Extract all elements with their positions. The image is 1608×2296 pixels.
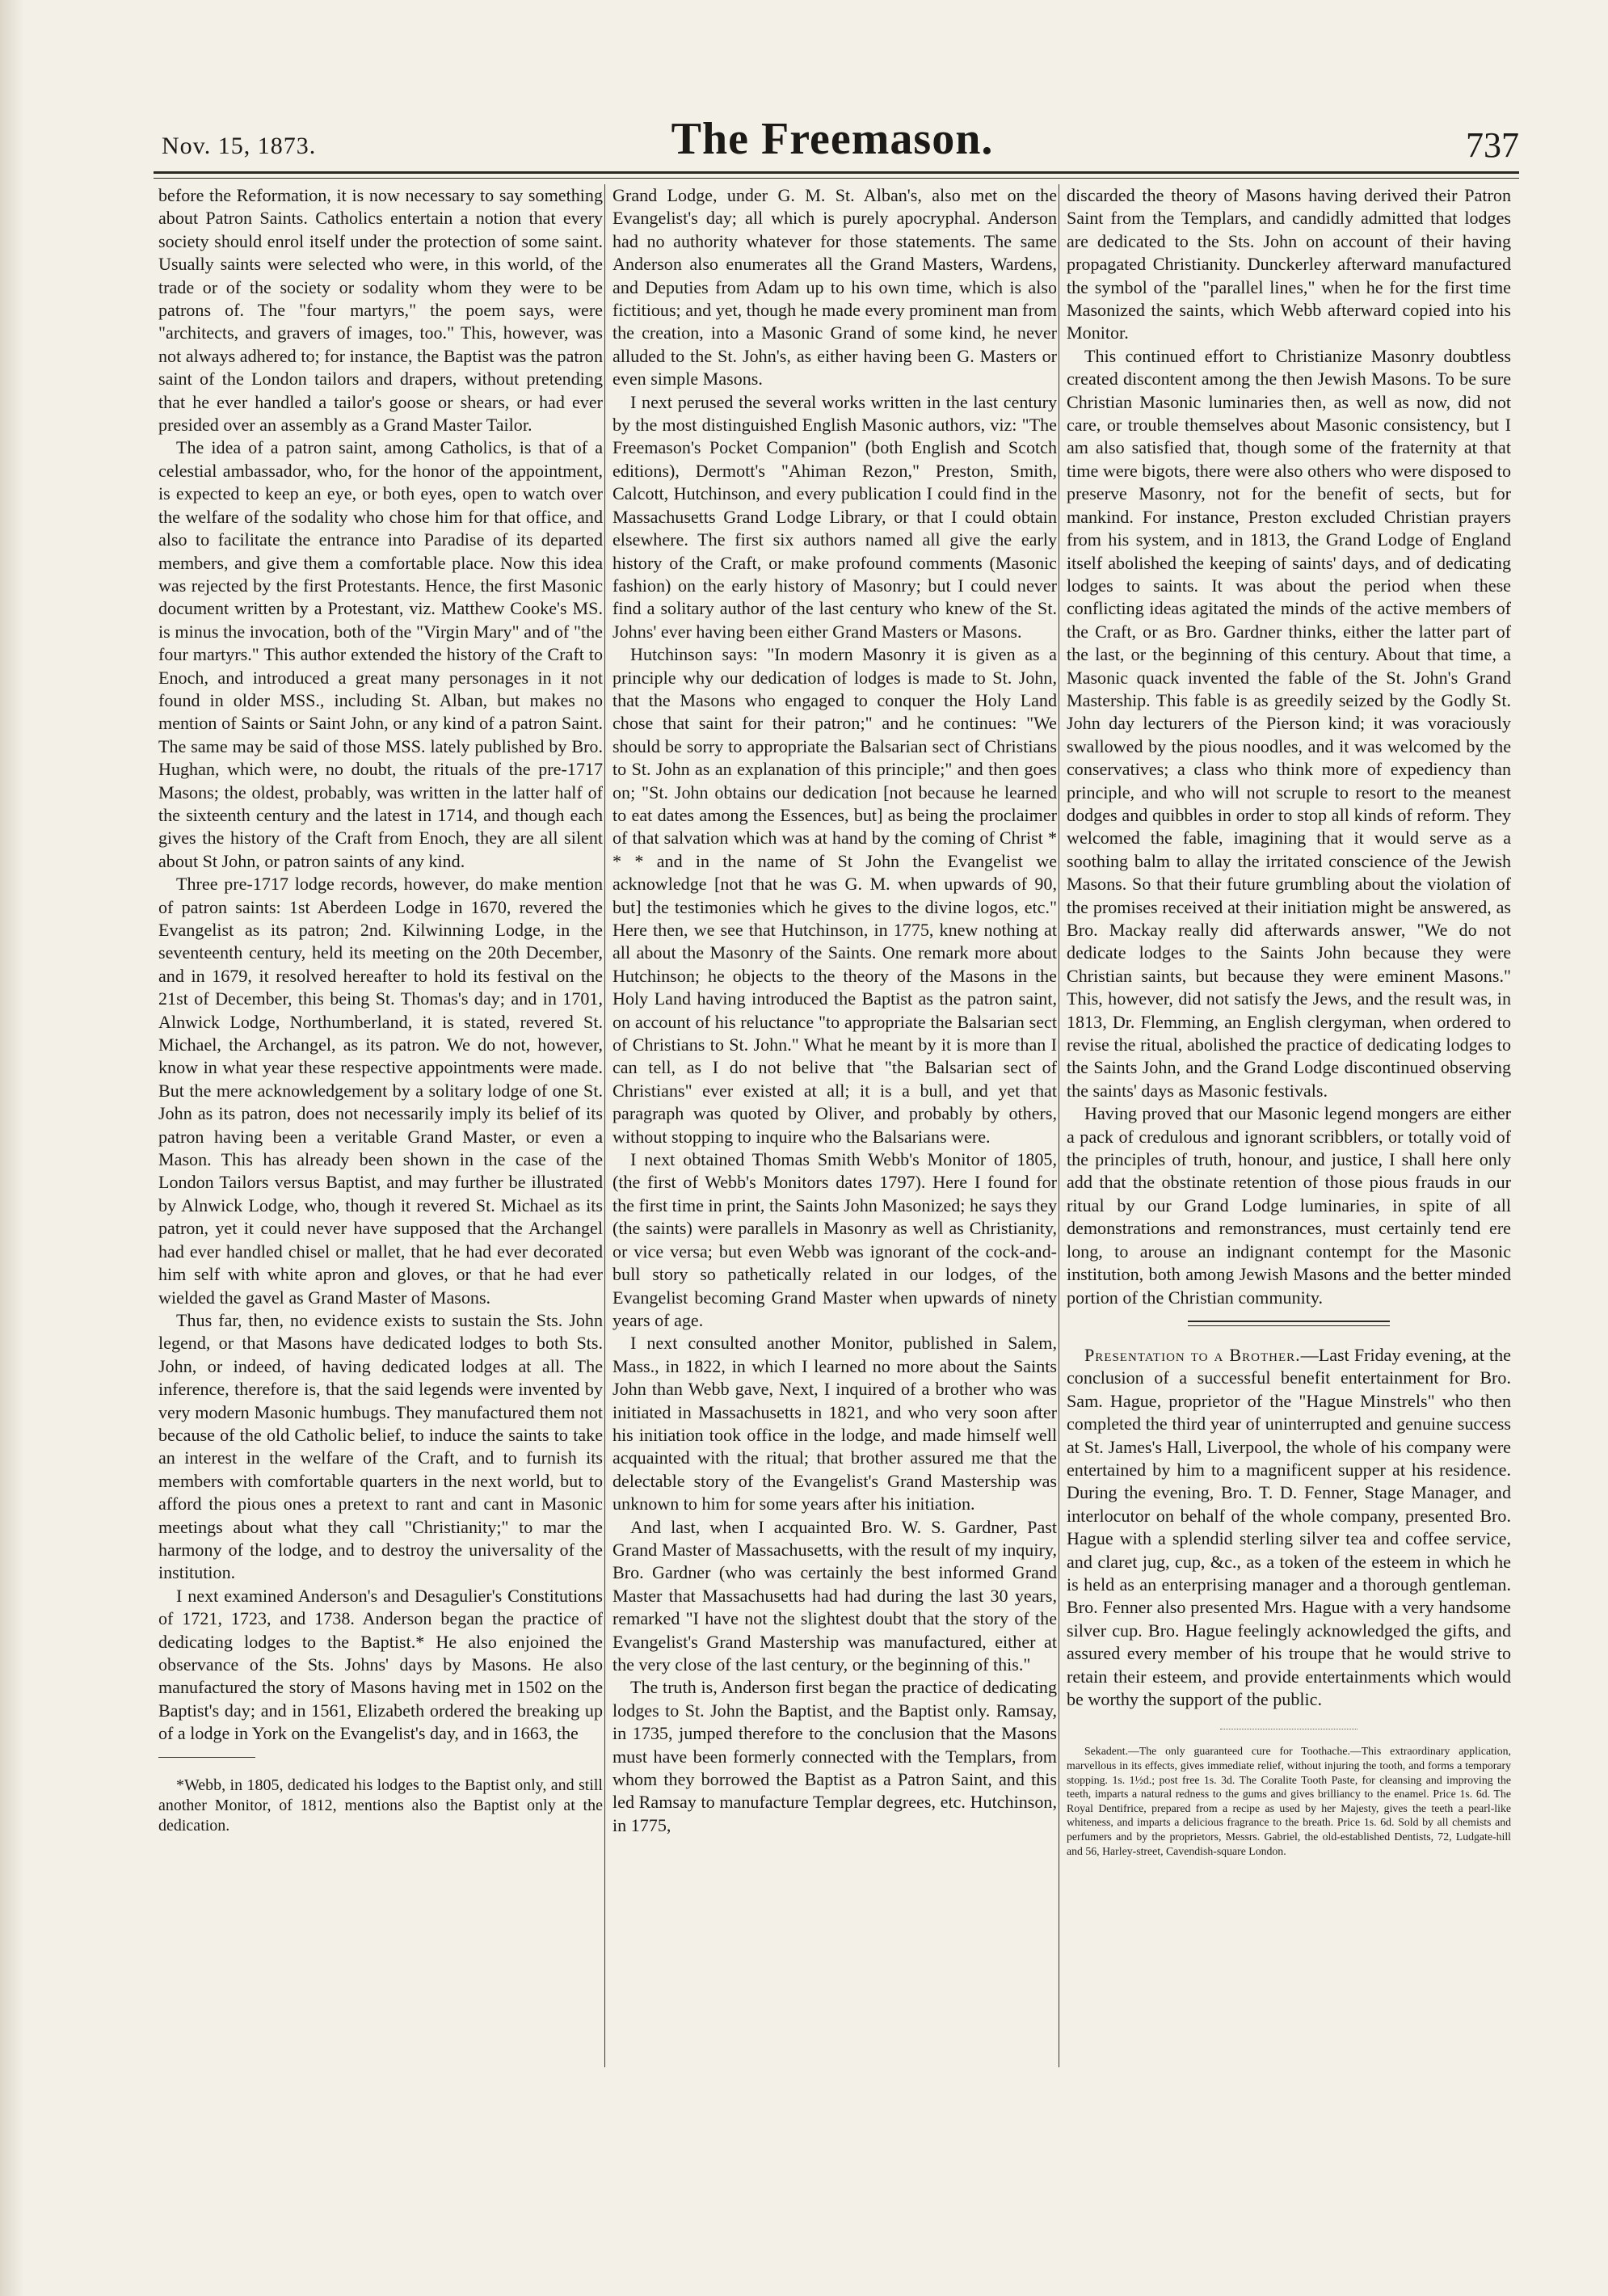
page-number: 737 [1466, 125, 1519, 165]
paragraph: This continued effort to Christianize Masonry doubtless created discontent among the then Jewish Masons. To be sure Christian Masonic luminaries then, as well as now, did not care, or trouble themselves about Masonic consistency, but I am also satisfied that, though some of the fraternity at that time were bigots, there were also others who were disposed to preserve Masonry, not for the benefit of sects, but for mankind. For instance, Preston excluded Christian prayers from his system, and in 1813, the Grand Lodge of England itself abolished the keeping of saints' days, and of dedicating lodges to saints. It was about the period when these conflicting ideas agitated the minds of the active members of the Craft, or as Bro. Gardner thinks, either the latter part of the last, or the beginning of this century. About that time, a Masonic quack invented the fable of the St. John's Grand Mastership. This fable is as greedily seized by the Godly St. John day lecturers of the Pierson kind; it was voraciously swallowed by the pious noodles, and it was welcomed by the conservatives; a class who think more of expediency than principle, and who will not scruple to resort to the meanest dodges and quibbles in order to stop all kinds of reform. They welcomed the fable, imagining that it would serve as a soothing balm to allay the irritated conscience of the Jewish Masons. So that their future grumbling about the violation of the promises received at their initiation might be answered, as Bro. Mackay really did afterwards answer, "We do not dedicate lodges to the Saints John because they were Christian saints, but because they were eminent Masons." This, however, did not satisfy the Jews, and the result was, in 1813, Dr. Flemming, an English clergyman, when ordered to revise the ritual, abolished the practice of dedicating lodges to the Saints John, and the Grand Lodge discontinued observing the saints' days as Masonic festivals. [1067, 345, 1511, 1101]
paragraph: Three pre-1717 lodge records, however, do make mention of patron saints: 1st Aberdeen Lodge in 1670, revered the Evangelist as its patron; 2nd. Kilwinning Lodge, in the seventeenth century, held its meeting on the 20th December, and in 1679, it resolved hereafter to hold its festival on the 21st of December, this being St. Thomas's day; and in 1701, Alnwick Lodge, Northumberland, it is stated, revered St. Michael, the Archangel, as its patron. We do not, however, know in what year these respective appointments were made. But the mere acknowledgement by a solitary lodge of one St. John as its patron, does not necessarily imply its belief of its patron having been a veritable Grand Master, or even a Mason. This has already been shown in the case of the London Tailors versus Baptist, and may further be illustrated by Alnwick Lodge, who, though it revered St. Michael as its patron, yet it could never have supposed that the Archangel had ever handled chisel or mallet, that he had ever decorated him self with white apron and gloves, or that he had ever wielded the gavel as Grand Master of Masons. [158, 874, 603, 1308]
presentation-body: —Last Friday evening, at the conclusion of a successful benefit entertainment for Bro. Sam. Hague, proprietor of the "Hague Minstrels" who then completed the third year of uninterrupted and genuine success at St. James's Hall, Liverpool, the whole of his company were entertained by him to a magnificent supper at his residence. During the evening, Bro. T. D. Fenner, Stage Manager, and interlocutor on behalf of the whole company, presented Bro. Hague with a splendid sterling silver tea and coffee service, and claret jug, cup, &c., as a token of the esteem in which he is held as an enterprising manager and a thorough gentleman. Bro. Fenner also presented Mrs. Hague with a very handsome silver cup. Bro. Hague feelingly acknowledged the gifts, and assured every member of his troupe that he would strive to retain their esteem, and provide entertainments which would be worthy the support of the public. [1067, 1344, 1511, 1709]
presentation-item [1067, 1344, 1511, 1712]
advertisement: Sekadent.—The only guaranteed cure for Toothache.—This extraordinary application, marvellous in its effects, gives immediate relief, without injuring the tooth, and forms a temporary stopping. 1s. 1½d.; post free 1s. 3d. The Coralite Tooth Paste, for cleansing and improving the teeth, imparts a natural redness to the gums and gives brilliancy to the enamel. Price 1s. 6d. The Royal Dentifrice, prepared from a recipe as used by her Majesty, gives the teeth a pearl-like whiteness, and imparts a delicious fragrance to the breath. Price 1s. 6d. Sold by all chemists and perfumers and by the proprietors, Messrs. Gabriel, the old-established Dentists, 72, Ludgate-hill and 56, Harley-street, Cavendish-square London. [1067, 1745, 1511, 1857]
footnote: *Webb, in 1805, dedicated his lodges to the Baptist only, and still another Monitor, of 1812, mentions also the Baptist only at the dedication. [158, 1776, 603, 1835]
section-separator-thin [1188, 1325, 1390, 1326]
column-1 [158, 184, 603, 2067]
paragraph: Hutchinson says: "In modern Masonry it is given as a principle why our dedication of lodges is made to St. John, that the Masons who engaged to conquer the Holy Land chose that saint for their patron;" and he continues: "We should be sorry to appropriate the Balsarian sect of Christians to St. John as an explanation of this principle;" and then goes on; "St. John obtains our dedication [not because he learned to eat dates among the Essences, but] as being the proclaimer of that salvation which was at hand by the coming of Christ * * * and in the name of St John the Evangelist we acknowledge [not that he was G. M. when upwards of 90, but] the testimonies which he gives to the divine logos, etc." Here then, we see that Hutchinson, in 1775, knew nothing at all about the Masonry of the Saints. One remark more about Hutchinson; he objects to the theory of the Masons in the Holy Land having introduced the Baptist as the patron saint, on account of his reluctance "to appropriate the Balsarian sect of Christians to St. John." What he meant by it is more than I can tell, as I do not belive that "the Balsarian sect of Christians" ever existed at all; it is a bull, and yet that paragraph was quoted by Oliver, and probably by others, without stopping to inquire who the Balsarians were. [612, 644, 1057, 1147]
page-header [145, 113, 1519, 170]
header-rule [154, 171, 1519, 174]
paragraph: discarded the theory of Masons having derived their Patron Saint from the Templars, and candidly admitted that lodges are dedicated to the Sts. John on account of their having propagated Christianity. Dunckerley afterward manufactured the symbol of the "parallel lines," when he for the first time Masonized the saints, which Webb afterward copied into his Monitor. [1067, 185, 1511, 343]
paragraph: And last, when I acquainted Bro. W. S. Gardner, Past Grand Master of Massachusetts, with the result of my inquiry, Bro. Gardner (who was certainly the best informed Grand Master that Massachusetts had had during the last 30 years, remarked "I have not the slightest doubt that the story of the Evangelist's Grand Mastership was manufactured, either at the very close of the last century, or the beginning of this." [612, 1516, 1057, 1675]
paragraph: Thus far, then, no evidence exists to sustain the Sts. John legend, or that Masons have dedicated lodges to both Sts. John, or indeed, of having dedicated lodges at all. The inference, therefore is, that the said legends were invented by very modern Masonic humbugs. They manufactured them not because of the old Catholic belief, to induce the saints to take an interest in the welfare of the Craft, and to furnish its members with comfortable quarters in the next world, but to afford the pious ones a pretext to rant and cant in Masonic meetings about what they call "Christianity;" to mar the harmony of the lodge, and to destroy the universality of the institution. [158, 1309, 603, 1583]
masthead-title: The Freemason. [671, 114, 994, 164]
paragraph: before the Reformation, it is now necessary to say something about Patron Saints. Catholics entertain a notion that every society should enrol itself under the protection of some saint. Usually saints were selected who were, in this world, of the trade or of the society or sodality whom they were to be patrons of. The "four martyrs," the poem says, were "architects, and gravers of images, too." This, however, was not always adhered to; for instance, the Baptist was the patron saint of the London tailors and drapers, without pretending that he ever handled a tailor's goose or shears, or had ever presided over an assembly as a Grand Master Tailor. [158, 185, 603, 436]
paragraph: Grand Lodge, under G. M. St. Alban's, also met on the Evangelist's day; all which is purely apocryphal. Anderson had no authority whatever for those statements. The same Anderson also enumerates all the Grand Masters, Wardens, and Deputies from Adam up to his own time, which is also fictitious; and yet, though he made every prominent man from the creation, into a Masonic Grand of some kind, he never alluded to the St. John's, as either having been G. Masters or even simple Masons. [612, 185, 1057, 390]
column-divider [604, 184, 605, 2067]
paragraph: I next obtained Thomas Smith Webb's Monitor of 1805, (the first of Webb's Monitors dates 1797). Here I found for the first time in print, the Saints John Masonized; he says they (the saints) were parallels in Masonry as well as Christianity, or vice versa; but even Webb was ignorant of the cock-and-bull story so pathetically related in our lodges, of the Evangelist becoming Grand Master when upwards of ninety years of age. [612, 1149, 1057, 1330]
header-rule-thin [154, 178, 1519, 179]
column-2 [612, 184, 1057, 2067]
paragraph: I next perused the several works written in the last century by the most distinguished English Masonic authors, viz: "The Freemason's Pocket Companion" (both English and Scotch editions), Dermott's "Ahiman Rezon," Preston, Smith, Calcott, Hutchinson, and every publication I could find in the Massachusetts Grand Lodge Library, or that I could obtain elsewhere. The first six authors named all give the early history of the Craft, or make profound comments (Masonic fashion) on the early history of Masonry; but I could never find a solitary author of the last century who knew of the St. Johns' ever having been either Grand Masters or Masons. [612, 391, 1057, 642]
section-separator [1188, 1321, 1390, 1322]
paragraph: I next examined Anderson's and Desagulier's Constitutions of 1721, 1723, and 1738. Anderson began the practice of dedicating lodges to the Baptist.* He also enjoined the observance of the Sts. Johns' days by Masons. He also manufactured the story of Masons having met in 1502 on the Baptist's day; and in 1561, Elizabeth ordered the breaking up of a lodge in York on the Evangelist's day, and in 1663, the [158, 1585, 603, 1744]
paragraph: I next consulted another Monitor, published in Salem, Mass., in 1822, in which I learned no more about the Saints John than Webb gave, Next, I inquired of a brother who was initiated in Massachusetts in 1821, and who very soon after his initiation took office in the lodge, and made himself well acquainted with the ritual; that brother assured me that the delectable story of the Evangelist's Grand Mastership was unknown to him for some years after his initiation. [612, 1333, 1057, 1515]
page-spine-shadow [0, 0, 24, 2296]
paragraph: The truth is, Anderson first began the practice of dedicating lodges to St. John the Baptist, and the Baptist only. Ramsay, in 1735, jumped therefore to the conclusion that the Masons must have been formerly connected with the Templars, from whom they borrowed the Baptist as a Patron Saint, and this led Ramsay to manufacture Templar degrees, etc. Hutchinson, in 1775, [612, 1677, 1057, 1835]
paragraph: Having proved that our Masonic legend mongers are either a pack of credulous and ignorant scribblers, or totally void of the principles of truth, honour, and justice, I shall here only add that the obstinate retention of those pious frauds in our ritual by our Grand Lodge luminaries, in spite of all demonstrations and remonstrances, must certainly tend ere long, to arouse an indignant contempt for the Masonic institution, both among Jewish Masons and the better minded portion of the Christian community. [1067, 1103, 1511, 1308]
paragraph: The idea of a patron saint, among Catholics, is that of a celestial ambassador, who, for the honor of the appointment, is expected to keep an eye, or both eyes, open to watch over the welfare of the sodality who chose him for that office, and also to facilitate the entrance into Paradise of its departed members, and give them a comfortable place. Now this idea was rejected by the first Protestants. Hence, the first Masonic document written by a Protestant, viz. Matthew Cooke's MS. is minus the invocation, both of the "Virgin Mary" and of "the four martyrs." This author extended the history of the Craft to Enoch, and introduced a great many personages in it not found in older MSS., including St. Alban, but makes no mention of Saints or Saint John, or any kind of a patron Saint. The same may be said of those MSS. lately published by Bro. Hughan, which were, no doubt, the rituals of the pre-1717 Masons; the oldest, probably, was written in the latter half of the sixteenth century and the latest in 1714, and though each gives the history of the Craft from Enoch, they are all silent about St John, or patron saints of any kind. [158, 437, 603, 871]
footnote-rule [158, 1757, 255, 1758]
presentation-heading: Presentation to a Brother. [1084, 1344, 1301, 1365]
column-3 [1067, 184, 1511, 2067]
issue-date: Nov. 15, 1873. [162, 133, 317, 159]
